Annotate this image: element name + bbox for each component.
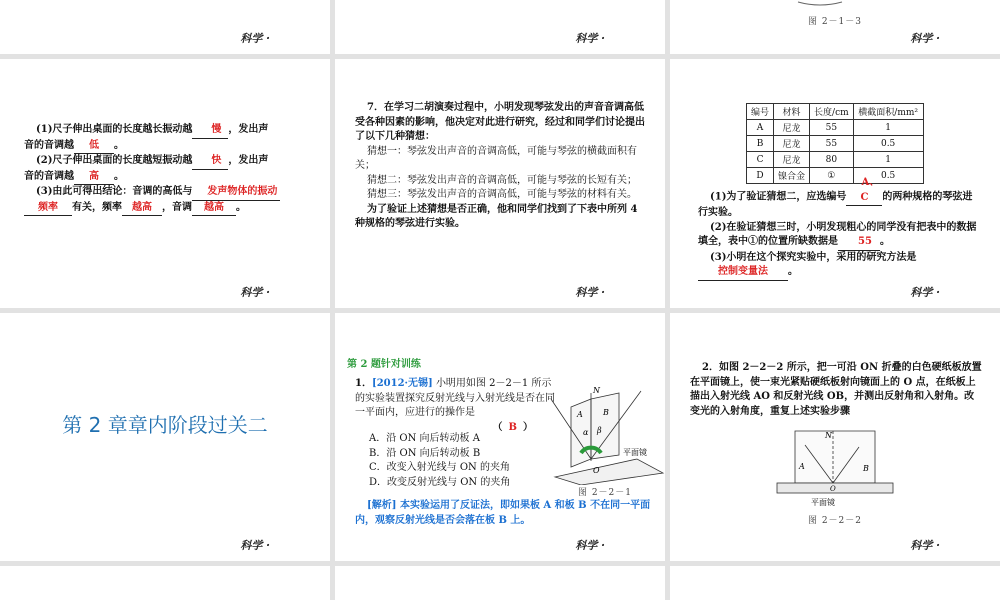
svg-text:A: A <box>799 462 805 471</box>
string-spec-table <box>746 103 924 184</box>
answer-blank: 慢 <box>192 123 228 139</box>
question-7-parts: (1)为了验证猜想二，应选编号A、C 的两种规格的琴弦进行实验。 (2)在验证猜想三时，小明发现粗心的同学没有把表中的数据填全，表中①的位置所缺数据是 55 。 (3)小明在这个探究实验中，采用的研究方法是 控制变量法 。 <box>698 176 980 281</box>
question-1: 1．[2012·无锡] 小明用如图 2－2－1 所示的实验装置探究反射光线与入射光线是否在同一平面内，应进行的操作是 （ B ） <box>355 378 555 433</box>
svg-text:O: O <box>830 485 836 493</box>
slide-4[interactable] <box>0 59 330 308</box>
svg-text:A: A <box>577 410 583 419</box>
section-title: 第 2 题针对训练 <box>347 359 421 370</box>
slide-10[interactable] <box>0 566 330 600</box>
slide-12[interactable] <box>670 566 1000 600</box>
figure-caption: 图 2－2－1 <box>577 488 633 498</box>
svg-text:N: N <box>825 431 832 440</box>
svg-text:β: β <box>597 426 602 435</box>
figure-caption: 图 2－1－3 <box>807 17 863 27</box>
slide-footer: 科学 · <box>910 286 940 299</box>
svg-text:平面镜: 平面镜 <box>623 448 647 457</box>
slide-footer: 科学 · <box>910 32 940 45</box>
slide-footer: 科学 · <box>240 32 270 45</box>
figure-caption: 图 2－2－2 <box>807 516 863 526</box>
figure-fragment <box>670 0 1000 12</box>
answer-blank: 频率 <box>24 201 72 217</box>
slide-footer: 科学 · <box>575 539 605 552</box>
answer-choice: B <box>508 421 517 433</box>
table-row: A 尼龙 55 1 <box>747 120 924 136</box>
answer-blank: 低 <box>74 139 114 155</box>
slide-1[interactable] <box>0 0 330 54</box>
table-row: B 尼龙 55 0.5 <box>747 136 924 152</box>
answer-blank: 控制变量法 <box>698 265 788 281</box>
slide-2[interactable] <box>335 0 665 54</box>
slide-footer: 科学 · <box>910 539 940 552</box>
slide-3[interactable] <box>670 0 1000 54</box>
answer-text: (1)尺子伸出桌面的长度越长振动越 慢 ，发出声 音的音调越 低 。 (2)尺子伸出桌面的长度越短振动越 快 ，发出声 音的音调越 高 。 (3)由此可得出结论：音调的高低与 发声物体的振动 频率 有关，频率 越高 ，音调 越高 。 <box>24 123 308 216</box>
answer-blank: A、C <box>846 176 882 206</box>
table-header: 编号 材料 长度/cm 横截面积/mm² <box>747 104 924 120</box>
table-row: D 镍合金 ① 0.5 <box>747 168 924 184</box>
slide-5[interactable] <box>335 59 665 308</box>
slide-footer: 科学 · <box>575 32 605 45</box>
svg-text:N: N <box>593 386 600 395</box>
svg-text:α: α <box>583 428 589 437</box>
slide-6[interactable] <box>670 59 1000 308</box>
question-2: 2．如图 2－2－2 所示，把一可沿 ON 折叠的白色硬纸板放置在平面镜上，使一束光紧贴硬纸板射向镜面上的 O 点，在纸板上描出入射光线 AO 和反射光线 OB，并测出反射角和入射角。改变光的入射角度，重复上述实验步骤 <box>690 362 982 417</box>
svg-text:B: B <box>863 464 869 473</box>
slide-footer: 科学 · <box>240 286 270 299</box>
answer-blank: 越高 <box>192 201 236 217</box>
svg-text:O: O <box>593 466 600 475</box>
options-list: A．沿 ON 向后转动板 A B．沿 ON 向后转动板 B C．改变入射光线与 ON 的夹角 D．改变反射光线与 ON 的夹角 <box>369 433 511 488</box>
slide-footer: 科学 · <box>575 286 605 299</box>
table-row: C 尼龙 80 1 <box>747 152 924 168</box>
question-7: 7．在学习二胡演奏过程中，小明发现琴弦发出的声音音调高低受各种因素的影响，他决定对此进行研究，经过和同学们讨论提出了以下几种猜想： 猜想一：琴弦发出声音的音调高低，可能与琴弦的横截面积有关； 猜想二：琴弦发出声音的音调高低，可能与琴弦的长短有关； 猜想三：琴弦发出声音的音调高低，可能与琴弦的材料有关。 为了验证上述猜想是否正确，他和同学们找到了下表中所列 4 种规格的琴弦进行实验。 <box>355 102 645 229</box>
slide-footer: 科学 · <box>240 539 270 552</box>
slide-7[interactable] <box>0 313 330 561</box>
answer-blank: 快 <box>192 154 228 170</box>
slide-8[interactable] <box>335 313 665 561</box>
svg-text:平面镜: 平面镜 <box>811 498 835 507</box>
analysis-text: [解析] 本实验运用了反证法，即如果板 A 和板 B 不在同一平面内，观察反射光线是否会落在板 B 上。 <box>355 500 651 526</box>
figure-2-2-1 <box>545 385 665 485</box>
answer-blank: 高 <box>74 170 114 186</box>
slide-9[interactable] <box>670 313 1000 561</box>
chapter-title: 第 2 章章内阶段过关二 <box>62 413 268 437</box>
answer-blank: 越高 <box>122 201 162 217</box>
svg-text:B: B <box>603 408 609 417</box>
slide-11[interactable] <box>335 566 665 600</box>
answer-blank: 发声物体的振动 <box>192 185 280 201</box>
answer-blank: 55 <box>838 235 880 251</box>
figure-2-2-2 <box>775 421 895 511</box>
